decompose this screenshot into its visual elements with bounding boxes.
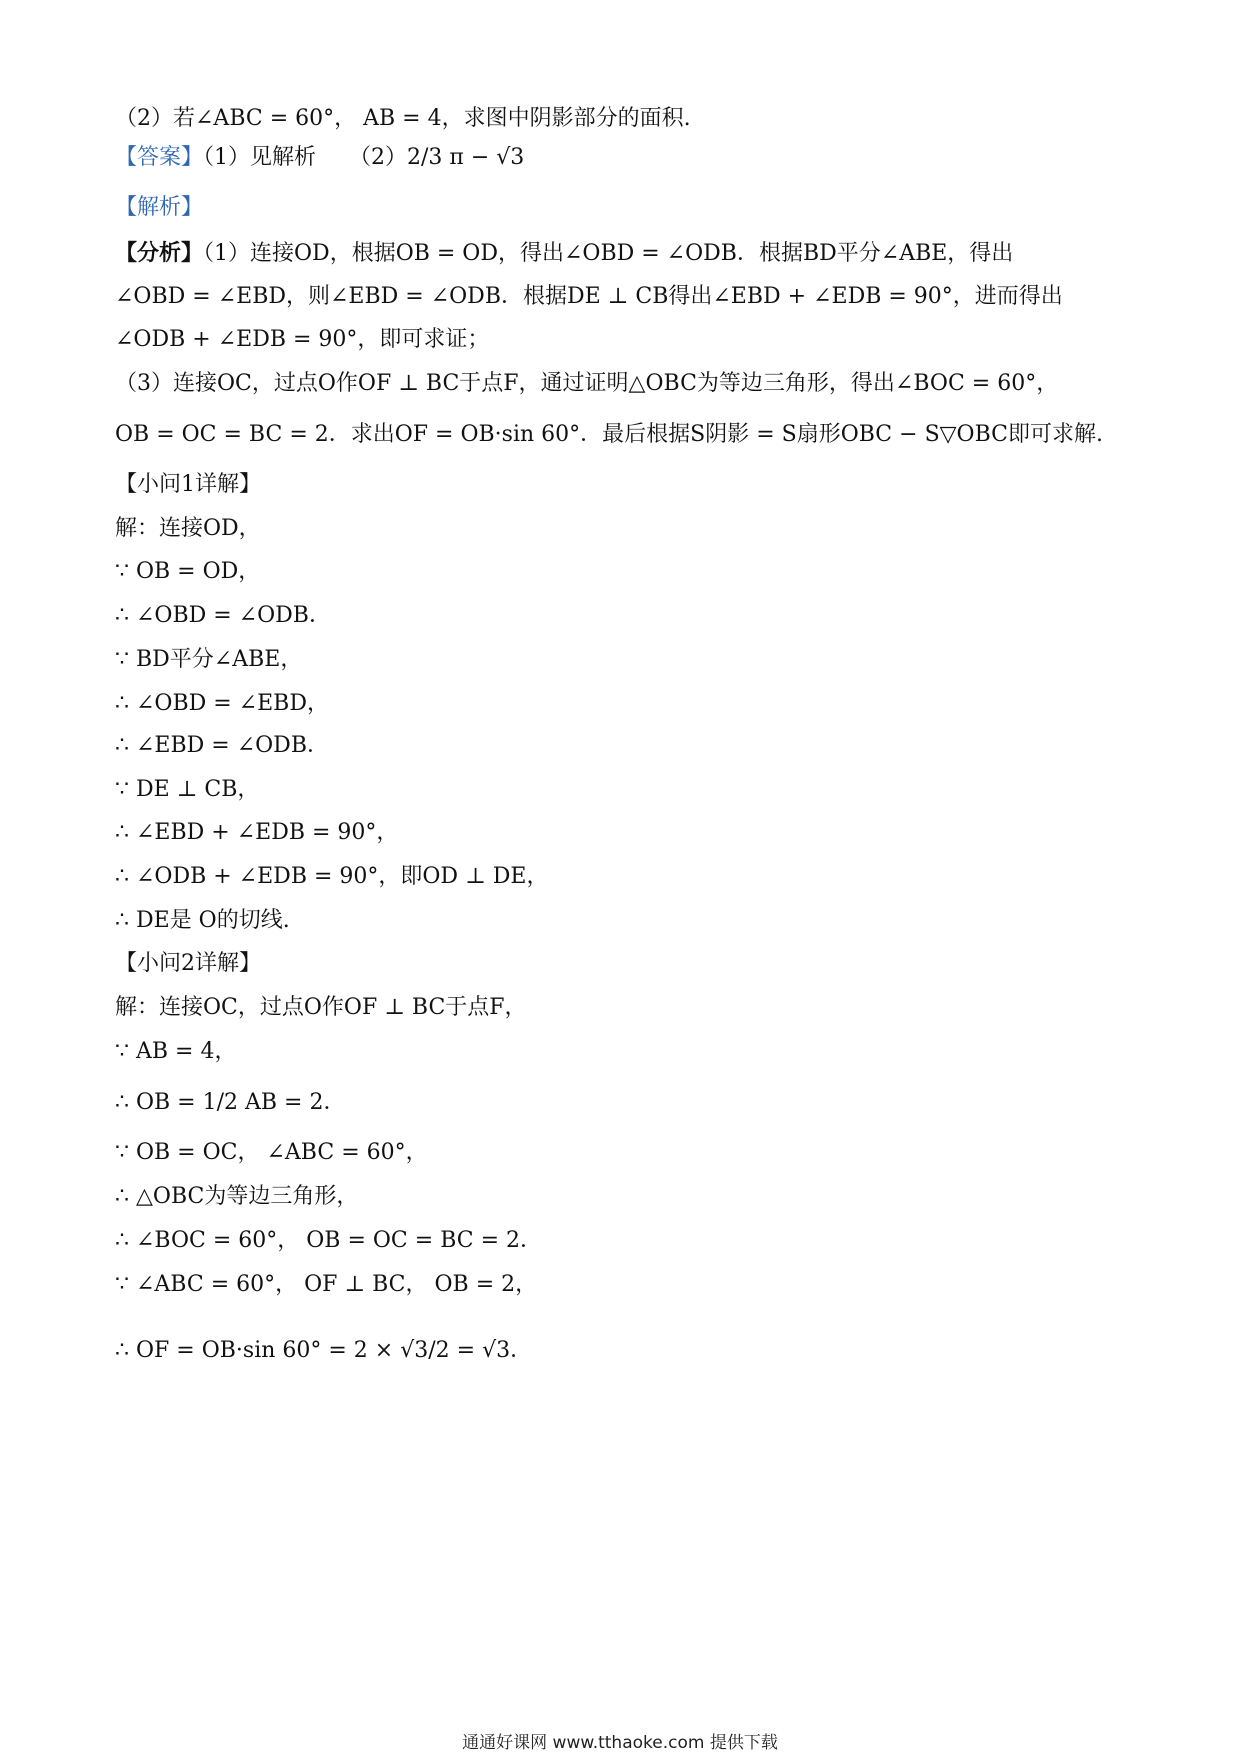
part1-step: ∵ BD平分∠ABE，: [115, 647, 303, 672]
answer-label: 【答案】: [115, 145, 204, 170]
question-part-2: （2）若∠ABC = 60°， AB = 4，求图中阴影部分的面积.: [115, 106, 691, 131]
analysis-label: 【解析】: [115, 195, 204, 220]
part1-step: ∴ ∠ODB + ∠EDB = 90°，即OD ⊥ DE，: [115, 864, 549, 889]
answer-line: [115, 143, 524, 173]
answer-text: （1）见解析 （2）2/3 π − √3: [203, 145, 525, 170]
part2-step: ∴ ∠BOC = 60°， OB = OC = BC = 2．: [115, 1228, 543, 1253]
part2-step: ∵ OB = OC， ∠ABC = 60°，: [115, 1140, 428, 1165]
analysis-line-2: ∠OBD = ∠EBD，则∠EBD = ∠ODB．根据DE ⊥ CB得出∠EBD + ∠EDB = 90°，进而得出: [115, 284, 1063, 309]
part2-step: ∴ OB = 1/2 AB = 2．: [115, 1090, 346, 1115]
analysis-sub-label: 【分析】: [115, 240, 204, 266]
page-footer: 通通好课网 www.tthaoke.com 提供下载: [462, 1733, 778, 1753]
analysis-line-3: ∠ODB + ∠EDB = 90°，即可求证；: [115, 327, 490, 352]
part1-step: ∴ ∠EBD + ∠EDB = 90°，: [115, 820, 399, 845]
part2-step: 解：连接OC，过点O作OF ⊥ BC于点F，: [115, 995, 527, 1020]
analysis-line-1: 【分析】（1）连接OD，根据OB = OD，得出∠OBD = ∠ODB．根据BD平分∠ABE，得出: [115, 240, 1014, 266]
part1-step: ∵ DE ⊥ CB，: [115, 777, 260, 802]
part2-step: ∵ ∠ABC = 60°， OF ⊥ BC， OB = 2，: [115, 1272, 538, 1297]
part2-step: ∴ △OBC为等边三角形，: [115, 1184, 359, 1209]
analysis-line-4: （3）连接OC，过点O作OF ⊥ BC于点F，通过证明△OBC为等边三角形，得出∠BOC = 60°，: [115, 371, 1059, 396]
part1-step: ∴ ∠EBD = ∠ODB．: [115, 733, 329, 758]
part1-step: ∴ ∠OBD = ∠EBD，: [115, 691, 329, 716]
analysis-line-5: OB = OC = BC = 2．求出OF = OB·sin 60°．最后根据S阴影 = S扇形OBC − S▽OBC即可求解.: [115, 422, 1103, 447]
part1-step: ∴ ∠OBD = ∠ODB．: [115, 603, 331, 628]
part1-step: 解：连接OD，: [115, 516, 261, 541]
part1-step: ∵ OB = OD，: [115, 559, 261, 584]
part2-step: ∵ AB = 4，: [115, 1039, 237, 1064]
part2-step: ∴ OF = OB·sin 60° = 2 × √3/2 = √3．: [115, 1338, 533, 1363]
part1-step: ∴ DE是 O的切线.: [115, 908, 290, 933]
part2-heading: 【小问2详解】: [115, 951, 261, 976]
part1-heading: 【小问1详解】: [115, 472, 261, 497]
